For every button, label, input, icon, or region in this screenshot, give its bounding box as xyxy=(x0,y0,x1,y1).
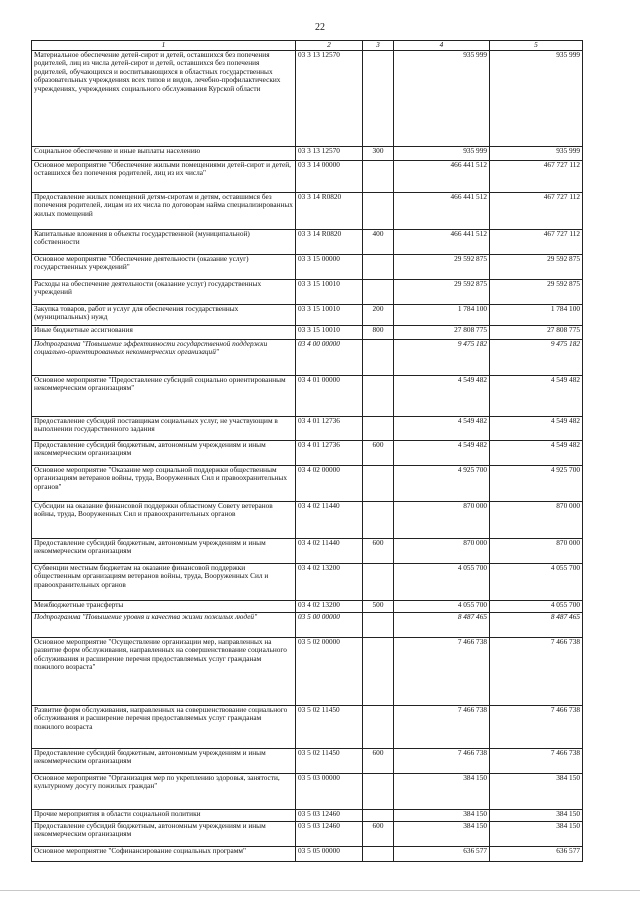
table-row xyxy=(32,440,583,465)
row-amount-year-2: 4 055 700 xyxy=(490,600,583,612)
row-amount-year-2: 8 487 465 xyxy=(490,612,583,637)
row-expense-type xyxy=(363,846,394,861)
row-name: Подпрограмма "Повышение эффективности государственной поддержки социально-ориентированных некоммерческих организаций" xyxy=(32,339,296,375)
row-name: Предоставление субсидий бюджетным, автономным учреждениям и иным некоммерческим организациям xyxy=(32,538,296,563)
row-target-code: 03 4 00 00000 xyxy=(296,339,363,375)
row-amount-year-2: 467 727 112 xyxy=(490,160,583,192)
row-amount-year-1: 4 549 482 xyxy=(394,440,490,465)
row-amount-year-1: 870 000 xyxy=(394,501,490,538)
row-amount-year-2: 29 592 875 xyxy=(490,254,583,279)
row-expense-type: 600 xyxy=(363,538,394,563)
row-expense-type xyxy=(363,501,394,538)
row-amount-year-2: 935 999 xyxy=(490,146,583,160)
row-target-code: 03 3 14 R0820 xyxy=(296,229,363,254)
table-row xyxy=(32,279,583,304)
row-target-code: 03 3 13 12570 xyxy=(296,50,363,146)
row-amount-year-2: 467 727 112 xyxy=(490,229,583,254)
row-amount-year-1: 636 577 xyxy=(394,846,490,861)
row-amount-year-2: 29 592 875 xyxy=(490,279,583,304)
row-expense-type xyxy=(363,375,394,416)
row-target-code: 03 4 02 13200 xyxy=(296,600,363,612)
row-amount-year-1: 4 925 700 xyxy=(394,465,490,501)
table-row xyxy=(32,50,583,146)
row-target-code: 03 3 15 10010 xyxy=(296,304,363,325)
row-amount-year-1: 466 441 512 xyxy=(394,192,490,229)
header-col-4: 4 xyxy=(394,41,490,51)
row-name: Субвенции местным бюджетам на оказание финансовой поддержки общественным организациям ветеранов войны, труда, Вооруженных Сил и правоохранительных органов xyxy=(32,563,296,600)
row-expense-type xyxy=(363,773,394,809)
table-body xyxy=(32,50,583,861)
row-amount-year-2: 870 000 xyxy=(490,538,583,563)
row-target-code: 03 5 03 12460 xyxy=(296,821,363,846)
table-row xyxy=(32,339,583,375)
row-target-code: 03 4 02 11440 xyxy=(296,538,363,563)
row-amount-year-1: 384 150 xyxy=(394,809,490,821)
row-expense-type: 200 xyxy=(363,304,394,325)
row-amount-year-1: 1 784 100 xyxy=(394,304,490,325)
row-target-code: 03 5 00 00000 xyxy=(296,612,363,637)
row-amount-year-2: 4 549 482 xyxy=(490,375,583,416)
row-name: Капитальные вложения в объекты государственной (муниципальной) собственности xyxy=(32,229,296,254)
row-target-code: 03 4 01 12736 xyxy=(296,416,363,440)
row-target-code: 03 4 02 00000 xyxy=(296,465,363,501)
row-amount-year-1: 4 549 482 xyxy=(394,375,490,416)
row-expense-type xyxy=(363,160,394,192)
table-row xyxy=(32,600,583,612)
table-row xyxy=(32,375,583,416)
row-expense-type: 600 xyxy=(363,821,394,846)
row-amount-year-2: 1 784 100 xyxy=(490,304,583,325)
row-amount-year-1: 27 808 775 xyxy=(394,325,490,339)
row-amount-year-1: 29 592 875 xyxy=(394,254,490,279)
row-target-code: 03 5 05 00000 xyxy=(296,846,363,861)
row-amount-year-1: 7 466 738 xyxy=(394,748,490,773)
table-row xyxy=(32,637,583,705)
row-target-code: 03 3 15 10010 xyxy=(296,325,363,339)
row-amount-year-2: 4 925 700 xyxy=(490,465,583,501)
row-name: Предоставление субсидий бюджетным, автономным учреждениям и иным некоммерческим организациям xyxy=(32,821,296,846)
row-name: Предоставление жилых помещений детям-сиротам и детям, оставшимся без попечения родителей, лицам из их числа по договорам найма специализированных жилых помещений xyxy=(32,192,296,229)
row-target-code: 03 3 14 00000 xyxy=(296,160,363,192)
row-name: Иные бюджетные ассигнования xyxy=(32,325,296,339)
header-col-3: 3 xyxy=(363,41,394,51)
table-row xyxy=(32,192,583,229)
row-expense-type xyxy=(363,637,394,705)
row-expense-type: 300 xyxy=(363,146,394,160)
row-target-code: 03 4 01 00000 xyxy=(296,375,363,416)
table-row xyxy=(32,254,583,279)
scan-edge-line xyxy=(0,890,640,891)
table-row xyxy=(32,501,583,538)
row-name: Закупка товаров, работ и услуг для обеспечения государственных (муниципальных) нужд xyxy=(32,304,296,325)
row-amount-year-2: 9 475 182 xyxy=(490,339,583,375)
table-row xyxy=(32,821,583,846)
row-amount-year-1: 384 150 xyxy=(394,773,490,809)
table-row xyxy=(32,809,583,821)
row-amount-year-1: 870 000 xyxy=(394,538,490,563)
row-target-code: 03 4 01 12736 xyxy=(296,440,363,465)
row-expense-type xyxy=(363,416,394,440)
row-expense-type xyxy=(363,279,394,304)
row-amount-year-2: 636 577 xyxy=(490,846,583,861)
header-row xyxy=(32,41,583,51)
row-target-code: 03 3 13 12570 xyxy=(296,146,363,160)
row-expense-type: 600 xyxy=(363,440,394,465)
row-name: Межбюджетные трансферты xyxy=(32,600,296,612)
budget-table xyxy=(31,40,583,862)
row-expense-type xyxy=(363,612,394,637)
table-row xyxy=(32,773,583,809)
row-name: Основное мероприятие "Осуществление организации мер, направленных на развитие форм обслуживания, направленных на совершенствование социального обслуживания и расширение перечня предоставляемых услуг гражданам пожилого возраста" xyxy=(32,637,296,705)
table-row xyxy=(32,563,583,600)
row-target-code: 03 4 02 11440 xyxy=(296,501,363,538)
row-name: Предоставление субсидий бюджетным, автономным учреждениям и иным некоммерческим организациям xyxy=(32,440,296,465)
row-amount-year-2: 384 150 xyxy=(490,773,583,809)
row-amount-year-1: 466 441 512 xyxy=(394,160,490,192)
row-amount-year-1: 8 487 465 xyxy=(394,612,490,637)
row-expense-type xyxy=(363,563,394,600)
row-amount-year-2: 935 999 xyxy=(490,50,583,146)
row-expense-type xyxy=(363,465,394,501)
row-amount-year-1: 466 441 512 xyxy=(394,229,490,254)
table-row xyxy=(32,846,583,861)
row-amount-year-1: 4 549 482 xyxy=(394,416,490,440)
row-amount-year-2: 467 727 112 xyxy=(490,192,583,229)
header-col-2: 2 xyxy=(296,41,363,51)
row-amount-year-1: 935 999 xyxy=(394,50,490,146)
row-amount-year-2: 4 549 482 xyxy=(490,416,583,440)
row-amount-year-1: 7 466 738 xyxy=(394,705,490,748)
row-expense-type xyxy=(363,50,394,146)
row-target-code: 03 3 15 00000 xyxy=(296,254,363,279)
header-col-5: 5 xyxy=(490,41,583,51)
row-amount-year-1: 4 055 700 xyxy=(394,600,490,612)
row-expense-type xyxy=(363,339,394,375)
row-name: Основное мероприятие "Предоставление субсидий социально ориентированным некоммерческим организациям" xyxy=(32,375,296,416)
table-row xyxy=(32,612,583,637)
row-amount-year-1: 9 475 182 xyxy=(394,339,490,375)
table-row xyxy=(32,705,583,748)
row-name: Основное мероприятие "Организация мер по укреплению здоровья, занятости, культурному досугу пожилых граждан" xyxy=(32,773,296,809)
row-expense-type: 800 xyxy=(363,325,394,339)
table-row xyxy=(32,146,583,160)
row-target-code: 03 3 14 R0820 xyxy=(296,192,363,229)
table-row xyxy=(32,465,583,501)
row-name: Предоставление субсидий бюджетным, автономным учреждениям и иным некоммерческим организациям xyxy=(32,748,296,773)
row-name: Основное мероприятие "Софинансирование социальных программ" xyxy=(32,846,296,861)
row-amount-year-1: 29 592 875 xyxy=(394,279,490,304)
row-amount-year-2: 4 549 482 xyxy=(490,440,583,465)
row-amount-year-2: 4 055 700 xyxy=(490,563,583,600)
page-number: 22 xyxy=(315,22,325,33)
row-amount-year-2: 870 000 xyxy=(490,501,583,538)
table-row xyxy=(32,748,583,773)
row-amount-year-2: 27 808 775 xyxy=(490,325,583,339)
row-target-code: 03 5 03 00000 xyxy=(296,773,363,809)
row-name: Развитие форм обслуживания, направленных на совершенствование социального обслуживания и расширение перечня предоставляемых услуг гражданам пожилого возраста xyxy=(32,705,296,748)
row-name: Субсидии на оказание финансовой поддержки областному Совету ветеранов войны, труда, Вооруженных Сил и правоохранительных органов xyxy=(32,501,296,538)
table-row xyxy=(32,229,583,254)
row-target-code: 03 4 02 13200 xyxy=(296,563,363,600)
row-target-code: 03 5 03 12460 xyxy=(296,809,363,821)
row-expense-type xyxy=(363,254,394,279)
row-target-code: 03 5 02 11450 xyxy=(296,705,363,748)
header-col-1: 1 xyxy=(32,41,296,51)
row-amount-year-1: 7 466 738 xyxy=(394,637,490,705)
row-amount-year-1: 4 055 700 xyxy=(394,563,490,600)
row-expense-type: 500 xyxy=(363,600,394,612)
row-amount-year-2: 384 150 xyxy=(490,821,583,846)
table-row xyxy=(32,538,583,563)
row-expense-type xyxy=(363,192,394,229)
row-expense-type: 400 xyxy=(363,229,394,254)
row-name: Расходы на обеспечение деятельности (оказание услуг) государственных учреждений xyxy=(32,279,296,304)
row-expense-type: 600 xyxy=(363,748,394,773)
row-target-code: 03 5 02 11450 xyxy=(296,748,363,773)
row-target-code: 03 3 15 10010 xyxy=(296,279,363,304)
row-amount-year-2: 384 150 xyxy=(490,809,583,821)
row-amount-year-1: 935 999 xyxy=(394,146,490,160)
table-row xyxy=(32,325,583,339)
row-expense-type xyxy=(363,809,394,821)
row-amount-year-2: 7 466 738 xyxy=(490,637,583,705)
row-amount-year-2: 7 466 738 xyxy=(490,748,583,773)
row-name: Основное мероприятие "Оказание мер социальной поддержки общественным организациям ветеранов войны, труда, Вооруженных Сил и правоохранительных органов" xyxy=(32,465,296,501)
row-amount-year-1: 384 150 xyxy=(394,821,490,846)
row-name: Социальное обеспечение и иные выплаты населению xyxy=(32,146,296,160)
row-expense-type xyxy=(363,705,394,748)
row-name: Предоставление субсидий поставщикам социальных услуг, не участвующим в выполнении государственного задания xyxy=(32,416,296,440)
table-row xyxy=(32,416,583,440)
table-row xyxy=(32,160,583,192)
row-name: Основное мероприятие "Обеспечение деятельности (оказание услуг) государственных учреждений" xyxy=(32,254,296,279)
table-row xyxy=(32,304,583,325)
row-amount-year-2: 7 466 738 xyxy=(490,705,583,748)
row-name: Подпрограмма "Повышение уровня и качества жизни пожилых людей" xyxy=(32,612,296,637)
row-name: Материальное обеспечение детей-сирот и детей, оставшихся без попечения родителей, лиц из числа детей-сирот и детей, оставшихся без попечения родителей, обучающихся и воспитывающихся в областных государственных образовательных учреждениях всех типов и видов, лечебно-профилактических учреждениях, учреждениях социального обслуживания Курской области xyxy=(32,50,296,146)
row-name: Основное мероприятие "Обеспечение жилыми помещениями детей-сирот и детей, оставшихся без попечения родителей, лиц из их числа" xyxy=(32,160,296,192)
row-target-code: 03 5 02 00000 xyxy=(296,637,363,705)
row-name: Прочие мероприятия в области социальной политики xyxy=(32,809,296,821)
